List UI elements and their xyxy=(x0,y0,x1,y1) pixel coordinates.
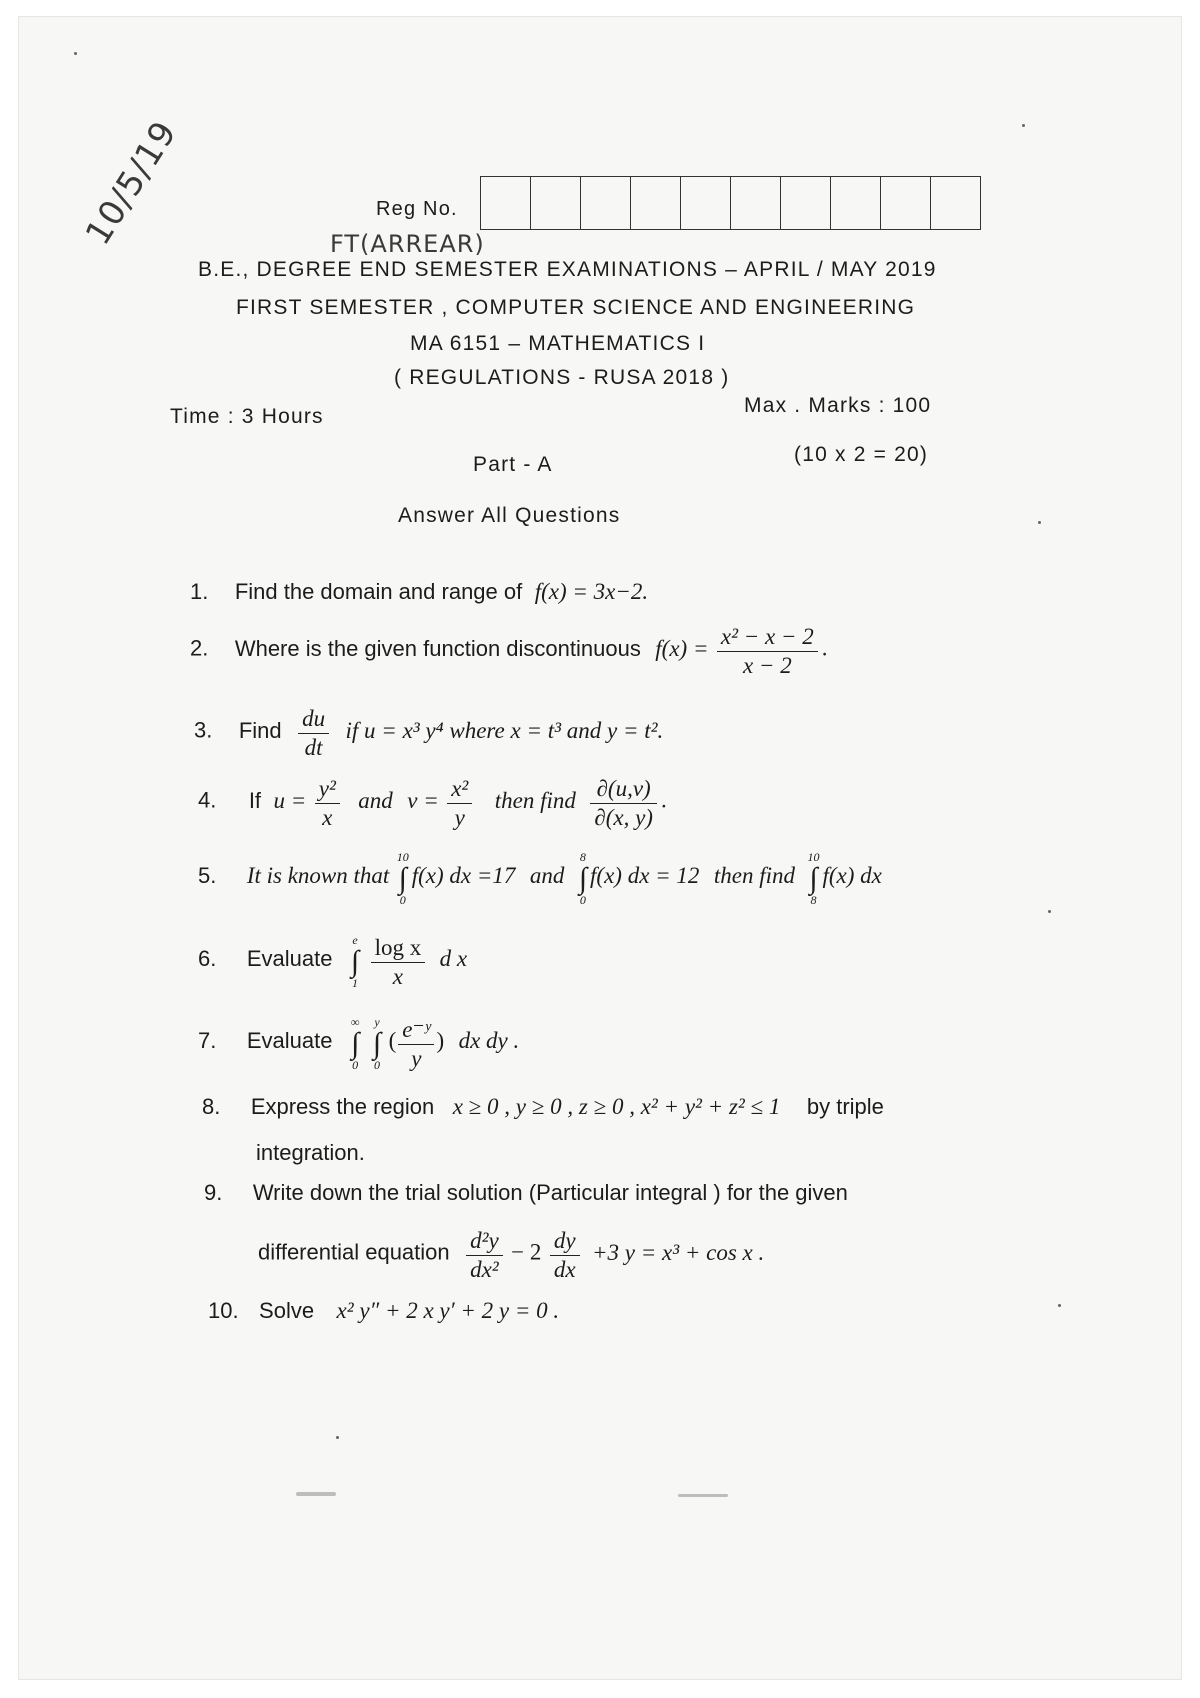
handwritten-date: 10/5/19 xyxy=(78,113,186,253)
handwritten-tag: FT(ARREAR) xyxy=(330,230,485,258)
exam-page xyxy=(18,16,1182,1680)
question-2: 2. Where is the given function discontinuous f(x) = $\frac{\text{x² − x − 2}}{x - 2}$ . xyxy=(190,624,828,678)
fraction xyxy=(717,624,818,679)
denominator: x − 2 xyxy=(742,653,792,678)
fraction xyxy=(371,935,426,990)
question-6 xyxy=(198,934,467,990)
scan-speck xyxy=(678,1494,728,1497)
fraction xyxy=(298,706,329,761)
question-math: f(x) dx xyxy=(822,863,882,889)
numerator: ∂(u,v) xyxy=(590,776,657,804)
fraction xyxy=(315,776,340,831)
question-math: x ≥ 0 , y ≥ 0 , z ≥ 0 , x² + y² + z² ≤ 1 xyxy=(452,1094,781,1119)
question-math: and xyxy=(529,863,565,889)
scan-speck xyxy=(1048,910,1051,913)
numerator: e⁻ʸ xyxy=(398,1017,434,1045)
integral-sign: ∞ ∫ 0 xyxy=(350,1015,360,1072)
question-math: then find xyxy=(713,863,796,889)
question-math: x² y″ + 2 x y′ + 2 y = 0 . xyxy=(336,1298,560,1323)
question-math: v = xyxy=(407,787,439,813)
scan-speck xyxy=(336,1436,339,1439)
numerator: y² xyxy=(315,776,340,804)
question-text: by triple xyxy=(806,1094,884,1119)
question-8-continued: integration. xyxy=(256,1140,365,1165)
question-math: − 2 xyxy=(511,1239,542,1265)
question-number: 5. xyxy=(198,863,217,889)
question-9-equation xyxy=(258,1228,764,1283)
question-number: 8. xyxy=(202,1094,221,1119)
jacobian-fraction xyxy=(590,776,657,831)
question-text: Find xyxy=(238,717,282,743)
question-math: f(x) dx =17 xyxy=(411,863,516,889)
semester-line: FIRST SEMESTER , COMPUTER SCIENCE AND ENGINEERING xyxy=(236,296,916,319)
question-4: 4. If u = $\frac{\text{y²}}{x}$ and v = $\frac{\text{x²}}{y}$ then find $\frac{\partial(u,v)}{\partial(x, y)}$ . xyxy=(198,776,667,830)
denominator: x xyxy=(392,963,403,989)
numerator: du xyxy=(298,706,329,734)
question-math: if u = x³ y⁴ where x = t³ and y = t². xyxy=(345,717,664,743)
max-marks-label: Max . Marks : 100 xyxy=(744,394,932,417)
fraction xyxy=(447,776,472,831)
question-number: 3. xyxy=(194,717,213,743)
reg-cell xyxy=(831,177,881,229)
question-3 xyxy=(194,706,663,761)
integral-sign: y ∫ 0 xyxy=(372,1015,382,1072)
reg-cell xyxy=(531,177,581,229)
scan-speck xyxy=(1038,521,1041,524)
question-9 xyxy=(204,1180,848,1206)
integral-sign: 8 ∫ 0 xyxy=(578,850,588,907)
reg-cell xyxy=(581,177,631,229)
reg-cell xyxy=(631,177,681,229)
question-number: 1. xyxy=(190,579,209,604)
numerator: x² − x − 2 xyxy=(717,624,818,652)
part-title: Part - A xyxy=(473,453,553,476)
denominator: y xyxy=(411,1045,422,1071)
denominator: ∂(x, y) xyxy=(594,805,653,830)
reg-cell xyxy=(781,177,831,229)
question-text: If xyxy=(248,787,262,813)
time-label: Time : 3 Hours xyxy=(170,405,324,428)
integral-sign: 10 ∫ 8 xyxy=(807,850,820,907)
question-text: Express the region xyxy=(250,1094,435,1119)
course-code: MA 6151 – MATHEMATICS I xyxy=(410,332,706,355)
numerator: log x xyxy=(371,935,426,963)
reg-no-boxes[interactable] xyxy=(480,176,981,230)
question-text: differential equation xyxy=(258,1239,450,1265)
denominator: dt xyxy=(304,735,323,760)
question-number: 7. xyxy=(198,1028,217,1054)
scan-speck xyxy=(1058,1304,1061,1307)
scan-speck xyxy=(296,1492,336,1496)
question-math: and xyxy=(358,787,393,813)
question-text: Write down the trial solution (Particular integral ) for the given xyxy=(252,1180,848,1205)
regulations-line: ( REGULATIONS - RUSA 2018 ) xyxy=(394,366,730,389)
question-text: Evaluate xyxy=(246,1028,333,1054)
question-text: It is known that xyxy=(246,863,390,889)
question-number: 4. xyxy=(198,787,217,813)
integral-sign: e ∫ 1 xyxy=(350,933,360,990)
reg-cell xyxy=(931,177,980,229)
question-7: 7. Evaluate ∞ ∫ 0 y ∫ 0 ( $\frac{\text{e⁻ʸ}}{y}$ ) dx dy . xyxy=(198,1015,520,1072)
numerator: d²y xyxy=(466,1228,503,1256)
numerator: x² xyxy=(447,776,472,804)
exam-title: B.E., DEGREE END SEMESTER EXAMINATIONS – APRIL / MAY 2019 xyxy=(198,258,937,281)
question-number: 2. xyxy=(190,635,209,661)
denominator: dx² xyxy=(470,1257,499,1282)
question-10 xyxy=(208,1298,559,1324)
question-text: Solve xyxy=(259,1298,315,1323)
scan-speck xyxy=(1022,124,1025,127)
denominator: x xyxy=(322,805,333,830)
question-1 xyxy=(190,579,648,605)
part-marks: (10 x 2 = 20) xyxy=(794,443,929,466)
numerator: dy xyxy=(550,1228,580,1256)
question-text: Where is the given function discontinuous xyxy=(234,635,641,661)
question-8 xyxy=(202,1094,884,1120)
reg-cell xyxy=(481,177,531,229)
question-math: f(x) = xyxy=(655,635,709,661)
reg-no-label: Reg No. xyxy=(376,198,458,220)
question-math: d x xyxy=(439,946,468,972)
question-math: then find xyxy=(494,787,576,813)
question-text: Find the domain and range of xyxy=(234,579,523,604)
question-text: Evaluate xyxy=(246,946,333,972)
question-math: f(x) = 3x−2. xyxy=(534,579,649,604)
scan-speck xyxy=(74,52,77,55)
question-5 xyxy=(198,851,882,907)
reg-cell xyxy=(881,177,931,229)
fraction xyxy=(550,1228,580,1283)
instruction: Answer All Questions xyxy=(398,504,621,527)
question-math: u = xyxy=(273,787,307,813)
question-number: 10. xyxy=(208,1298,239,1323)
question-math: f(x) dx = 12 xyxy=(590,863,700,889)
question-number: 9. xyxy=(204,1180,223,1205)
question-number: 6. xyxy=(198,946,217,972)
question-math: +3 y = x³ + cos x . xyxy=(592,1239,765,1265)
integral-sign: 10 ∫ 0 xyxy=(396,850,409,907)
denominator: y xyxy=(454,805,465,830)
denominator: dx xyxy=(553,1257,576,1282)
reg-cell xyxy=(731,177,781,229)
reg-cell xyxy=(681,177,731,229)
question-math: dx dy . xyxy=(458,1028,520,1054)
fraction xyxy=(466,1228,503,1283)
fraction xyxy=(398,1017,434,1072)
